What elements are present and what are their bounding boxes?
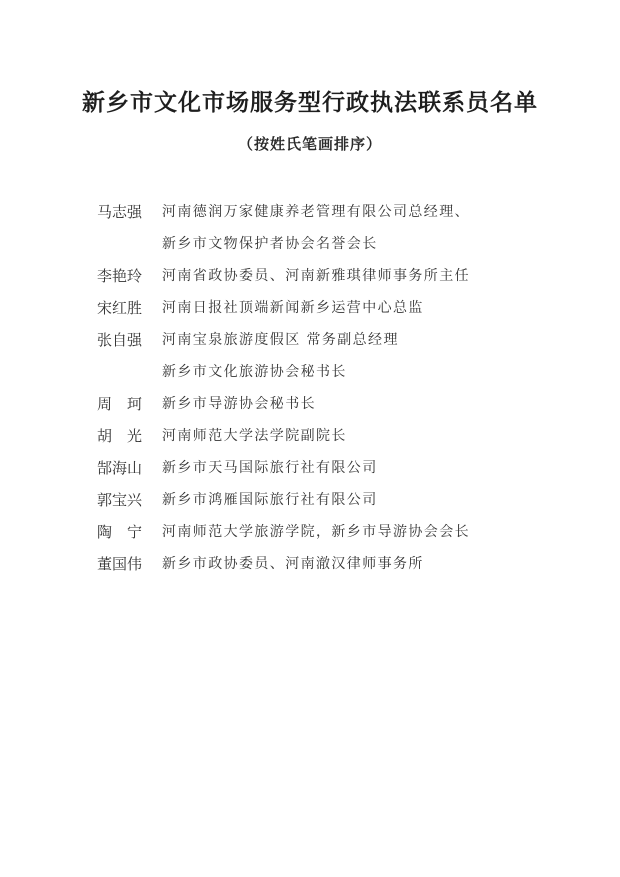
member-roles — [157, 420, 567, 452]
member-entry — [97, 196, 567, 260]
member-roles — [157, 292, 567, 324]
member-role: 新乡市鸿雁国际旅行社有限公司 — [162, 492, 378, 508]
member-entry — [97, 452, 567, 484]
member-role: 新乡市文化旅游协会秘书长 — [162, 364, 347, 380]
member-role: 河南日报社顶端新闻新乡运营中心总监 — [162, 300, 424, 316]
member-roles — [157, 388, 567, 420]
member-role: 河南师范大学法学院副院长 — [162, 428, 347, 444]
member-roles — [157, 548, 567, 580]
member-name: 宋红胜 — [97, 299, 143, 317]
member-role: 河南宝泉旅游度假区 常务副总经理 — [162, 332, 399, 348]
member-roles — [157, 260, 567, 292]
member-role: 河南师范大学旅游学院，新乡市导游协会会长 — [162, 524, 470, 540]
member-entry — [97, 484, 567, 516]
member-name: 张自强 — [97, 331, 143, 349]
member-list — [97, 196, 567, 580]
member-entry — [97, 388, 567, 420]
member-name: 郭宝兴 — [97, 491, 143, 509]
member-name: 李艳玲 — [97, 267, 143, 285]
member-roles — [157, 452, 567, 484]
member-entry — [97, 548, 567, 580]
member-role: 新乡市政协委员、河南澈汉律师事务所 — [162, 556, 424, 572]
document-title: 新乡市文化市场服务型行政执法联系员名单 — [82, 89, 538, 116]
member-role: 新乡市文物保护者协会名誉会长 — [162, 236, 378, 252]
member-name: 陶 宁 — [97, 523, 143, 541]
member-entry — [97, 292, 567, 324]
member-name: 郜海山 — [97, 459, 143, 477]
member-entry — [97, 420, 567, 452]
member-name: 董国伟 — [97, 555, 143, 573]
member-role: 新乡市天马国际旅行社有限公司 — [162, 460, 378, 476]
member-name: 马志强 — [97, 203, 143, 221]
member-entry — [97, 516, 567, 548]
member-role: 新乡市导游协会秘书长 — [162, 396, 316, 412]
member-role: 河南省政协委员、河南新雅琪律师事务所主任 — [162, 268, 470, 284]
member-roles — [157, 324, 567, 388]
member-entry — [97, 324, 567, 388]
member-roles — [157, 516, 567, 548]
member-role: 河南德润万家健康养老管理有限公司总经理、 — [162, 204, 470, 220]
member-name: 周 珂 — [97, 395, 143, 413]
document-subtitle: （按姓氏笔画排序） — [237, 135, 382, 153]
member-entry — [97, 260, 567, 292]
member-name: 胡 光 — [97, 427, 143, 445]
member-roles — [157, 196, 567, 260]
member-roles — [157, 484, 567, 516]
